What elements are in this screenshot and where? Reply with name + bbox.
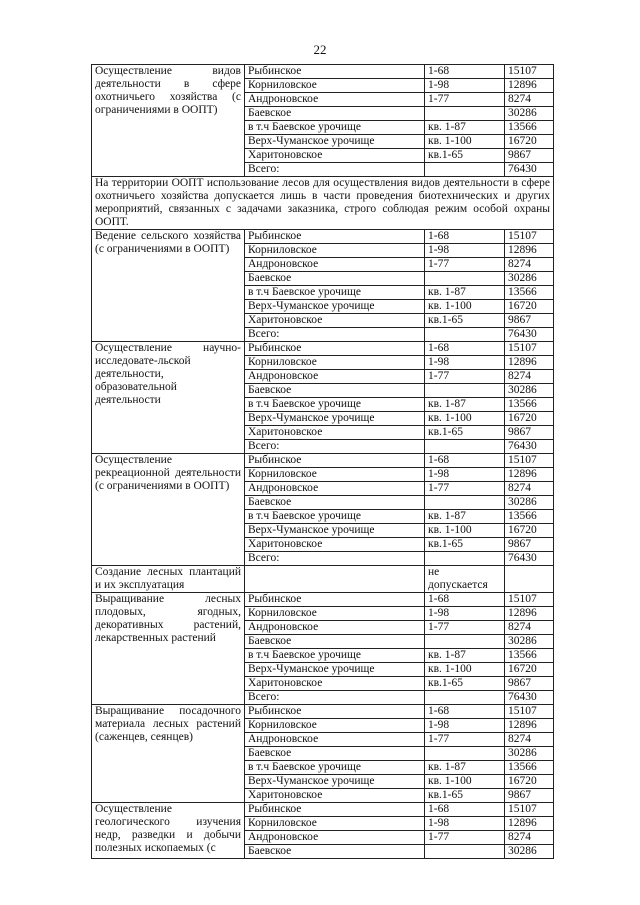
activity-cell: Осуществление геологического изучения недр, разведки и добычи полезных ископаемых (с bbox=[92, 803, 245, 859]
area-cell: 12896 bbox=[505, 356, 554, 370]
forestry-cell: в т.ч Баевское урочище bbox=[245, 121, 425, 135]
area-cell: 13566 bbox=[505, 510, 554, 524]
forestry-cell: Верх-Чуманское урочище bbox=[245, 135, 425, 149]
forestry-cell bbox=[245, 566, 425, 593]
area-cell: 15107 bbox=[505, 454, 554, 468]
area-cell: 30286 bbox=[505, 272, 554, 286]
note-text: На территории ООПТ использование лесов для осуществления видов деятельности в сфере охотничьего хозяйства допускается лишь в части проведения биотехнических и других мероприятий, связанных с задачами заказника, строго соблюдая режим особой охраны ООПТ. bbox=[92, 177, 554, 230]
area-cell: 30286 bbox=[505, 496, 554, 510]
quarters-cell: кв. 1-87 bbox=[425, 510, 505, 524]
forestry-cell: в т.ч Баевское урочище bbox=[245, 761, 425, 775]
page-number: 22 bbox=[313, 42, 327, 57]
forestry-cell: Всего: bbox=[245, 163, 425, 177]
area-cell: 30286 bbox=[505, 845, 554, 859]
area-cell: 9867 bbox=[505, 789, 554, 803]
quarters-cell bbox=[425, 107, 505, 121]
forestry-cell: Верх-Чуманское урочище bbox=[245, 524, 425, 538]
area-cell bbox=[505, 566, 554, 593]
quarters-cell: 1-77 bbox=[425, 831, 505, 845]
area-cell: 76430 bbox=[505, 440, 554, 454]
quarters-cell bbox=[425, 272, 505, 286]
area-cell: 13566 bbox=[505, 649, 554, 663]
area-cell: 16720 bbox=[505, 663, 554, 677]
quarters-cell: кв. 1-100 bbox=[425, 412, 505, 426]
area-cell: 12896 bbox=[505, 817, 554, 831]
forestry-cell: Рыбинское bbox=[245, 803, 425, 817]
area-cell: 16720 bbox=[505, 412, 554, 426]
forestry-cell: Рыбинское bbox=[245, 705, 425, 719]
forestry-cell: Харитоновское bbox=[245, 789, 425, 803]
forestry-cell: в т.ч Баевское урочище bbox=[245, 398, 425, 412]
quarters-cell: 1-77 bbox=[425, 482, 505, 496]
quarters-cell: кв.1-65 bbox=[425, 677, 505, 691]
not-allowed-cell: не допускается bbox=[425, 566, 505, 593]
forestry-cell: Харитоновское bbox=[245, 426, 425, 440]
forestry-cell: Корниловское bbox=[245, 719, 425, 733]
forestry-cell: в т.ч Баевское урочище bbox=[245, 286, 425, 300]
forestry-cell: Баевское bbox=[245, 496, 425, 510]
quarters-cell bbox=[425, 691, 505, 705]
quarters-cell: кв. 1-87 bbox=[425, 761, 505, 775]
area-cell: 8274 bbox=[505, 93, 554, 107]
quarters-cell: 1-68 bbox=[425, 230, 505, 244]
forestry-cell: Баевское bbox=[245, 845, 425, 859]
area-cell: 76430 bbox=[505, 552, 554, 566]
area-cell: 15107 bbox=[505, 803, 554, 817]
area-cell: 16720 bbox=[505, 524, 554, 538]
area-cell: 9867 bbox=[505, 314, 554, 328]
activity-cell: Осуществление рекреационной деятельности (с ограничениями в ООПТ) bbox=[92, 454, 245, 566]
activity-cell: Создание лесных плантаций и их эксплуатация bbox=[92, 566, 245, 593]
area-cell: 30286 bbox=[505, 747, 554, 761]
forestry-cell: Верх-Чуманское урочище bbox=[245, 775, 425, 789]
forestry-cell: Всего: bbox=[245, 691, 425, 705]
forestry-cell: Баевское bbox=[245, 107, 425, 121]
table-row bbox=[92, 342, 554, 356]
forest-use-table bbox=[91, 64, 554, 859]
area-cell: 8274 bbox=[505, 621, 554, 635]
quarters-cell: кв. 1-87 bbox=[425, 286, 505, 300]
area-cell: 15107 bbox=[505, 65, 554, 79]
forestry-cell: Харитоновское bbox=[245, 149, 425, 163]
forestry-cell: Харитоновское bbox=[245, 314, 425, 328]
forestry-cell: Андроновское bbox=[245, 370, 425, 384]
area-cell: 12896 bbox=[505, 79, 554, 93]
forestry-cell: Баевское bbox=[245, 272, 425, 286]
quarters-cell: 1-98 bbox=[425, 244, 505, 258]
quarters-cell: 1-77 bbox=[425, 621, 505, 635]
activity-cell: Ведение сельского хозяйства (с ограничениями в ООПТ) bbox=[92, 230, 245, 342]
forestry-cell: Баевское bbox=[245, 384, 425, 398]
forestry-cell: Рыбинское bbox=[245, 65, 425, 79]
area-cell: 12896 bbox=[505, 607, 554, 621]
quarters-cell bbox=[425, 384, 505, 398]
forestry-cell: Андроновское bbox=[245, 733, 425, 747]
area-cell: 15107 bbox=[505, 705, 554, 719]
forestry-cell: Верх-Чуманское урочище bbox=[245, 300, 425, 314]
area-cell: 8274 bbox=[505, 370, 554, 384]
table-row bbox=[92, 593, 554, 607]
forestry-cell: Рыбинское bbox=[245, 454, 425, 468]
forestry-cell: в т.ч Баевское урочище bbox=[245, 649, 425, 663]
quarters-cell: кв. 1-100 bbox=[425, 663, 505, 677]
note-row bbox=[92, 177, 554, 230]
area-cell: 9867 bbox=[505, 149, 554, 163]
quarters-cell: 1-98 bbox=[425, 468, 505, 482]
quarters-cell: кв. 1-100 bbox=[425, 135, 505, 149]
area-cell: 9867 bbox=[505, 677, 554, 691]
quarters-cell: 1-68 bbox=[425, 342, 505, 356]
area-cell: 9867 bbox=[505, 426, 554, 440]
quarters-cell bbox=[425, 496, 505, 510]
quarters-cell: кв. 1-87 bbox=[425, 121, 505, 135]
forestry-cell: Андроновское bbox=[245, 482, 425, 496]
forestry-cell: Всего: bbox=[245, 440, 425, 454]
quarters-cell: 1-68 bbox=[425, 65, 505, 79]
area-cell: 15107 bbox=[505, 593, 554, 607]
quarters-cell: кв. 1-100 bbox=[425, 300, 505, 314]
area-cell: 16720 bbox=[505, 135, 554, 149]
table-row bbox=[92, 230, 554, 244]
table-row bbox=[92, 705, 554, 719]
forestry-cell: Рыбинское bbox=[245, 230, 425, 244]
forestry-cell: Рыбинское bbox=[245, 593, 425, 607]
quarters-cell: 1-98 bbox=[425, 79, 505, 93]
forestry-cell: Верх-Чуманское урочище bbox=[245, 412, 425, 426]
forestry-cell: Андроновское bbox=[245, 831, 425, 845]
forestry-cell: Андроновское bbox=[245, 621, 425, 635]
forestry-cell: Баевское bbox=[245, 635, 425, 649]
area-cell: 12896 bbox=[505, 468, 554, 482]
forestry-cell: Андроновское bbox=[245, 93, 425, 107]
quarters-cell: кв.1-65 bbox=[425, 426, 505, 440]
quarters-cell: кв. 1-87 bbox=[425, 398, 505, 412]
area-cell: 13566 bbox=[505, 761, 554, 775]
area-cell: 13566 bbox=[505, 286, 554, 300]
area-cell: 30286 bbox=[505, 107, 554, 121]
quarters-cell bbox=[425, 552, 505, 566]
forestry-cell: Корниловское bbox=[245, 79, 425, 93]
quarters-cell: 1-68 bbox=[425, 705, 505, 719]
area-cell: 15107 bbox=[505, 230, 554, 244]
quarters-cell bbox=[425, 440, 505, 454]
forestry-cell: Всего: bbox=[245, 328, 425, 342]
quarters-cell: 1-98 bbox=[425, 817, 505, 831]
area-cell: 15107 bbox=[505, 342, 554, 356]
quarters-cell: 1-68 bbox=[425, 454, 505, 468]
quarters-cell bbox=[425, 328, 505, 342]
activity-cell: Выращивание лесных плодовых, ягодных, декоративных растений, лекарственных растений bbox=[92, 593, 245, 705]
forestry-cell: Харитоновское bbox=[245, 538, 425, 552]
forestry-cell: в т.ч Баевское урочище bbox=[245, 510, 425, 524]
table-row bbox=[92, 566, 554, 593]
forestry-cell: Верх-Чуманское урочище bbox=[245, 663, 425, 677]
quarters-cell: 1-77 bbox=[425, 733, 505, 747]
forestry-cell: Корниловское bbox=[245, 607, 425, 621]
area-cell: 13566 bbox=[505, 121, 554, 135]
quarters-cell: кв.1-65 bbox=[425, 149, 505, 163]
forestry-cell: Корниловское bbox=[245, 468, 425, 482]
area-cell: 8274 bbox=[505, 733, 554, 747]
quarters-cell: 1-77 bbox=[425, 93, 505, 107]
quarters-cell: кв.1-65 bbox=[425, 538, 505, 552]
quarters-cell: 1-98 bbox=[425, 356, 505, 370]
area-cell: 8274 bbox=[505, 831, 554, 845]
quarters-cell: 1-98 bbox=[425, 607, 505, 621]
forestry-cell: Всего: bbox=[245, 552, 425, 566]
forestry-cell: Корниловское bbox=[245, 244, 425, 258]
area-cell: 8274 bbox=[505, 258, 554, 272]
quarters-cell: 1-77 bbox=[425, 370, 505, 384]
forestry-cell: Рыбинское bbox=[245, 342, 425, 356]
area-cell: 76430 bbox=[505, 163, 554, 177]
quarters-cell: кв.1-65 bbox=[425, 314, 505, 328]
table-row bbox=[92, 65, 554, 79]
quarters-cell: кв.1-65 bbox=[425, 789, 505, 803]
area-cell: 13566 bbox=[505, 398, 554, 412]
quarters-cell bbox=[425, 635, 505, 649]
quarters-cell: 1-98 bbox=[425, 719, 505, 733]
forestry-cell: Корниловское bbox=[245, 817, 425, 831]
table-row bbox=[92, 454, 554, 468]
activity-cell: Осуществление видов деятельности в сфере охотничьего хозяйства (с ограничениями в ООПТ) bbox=[92, 65, 245, 177]
quarters-cell: кв. 1-100 bbox=[425, 775, 505, 789]
area-cell: 12896 bbox=[505, 719, 554, 733]
table-body bbox=[92, 65, 554, 859]
area-cell: 12896 bbox=[505, 244, 554, 258]
area-cell: 9867 bbox=[505, 538, 554, 552]
area-cell: 30286 bbox=[505, 635, 554, 649]
quarters-cell bbox=[425, 845, 505, 859]
area-cell: 76430 bbox=[505, 328, 554, 342]
quarters-cell: 1-77 bbox=[425, 258, 505, 272]
area-cell: 76430 bbox=[505, 691, 554, 705]
quarters-cell bbox=[425, 163, 505, 177]
table-row bbox=[92, 803, 554, 817]
area-cell: 16720 bbox=[505, 300, 554, 314]
forestry-cell: Баевское bbox=[245, 747, 425, 761]
forestry-cell: Андроновское bbox=[245, 258, 425, 272]
quarters-cell: кв. 1-87 bbox=[425, 649, 505, 663]
quarters-cell: 1-68 bbox=[425, 803, 505, 817]
quarters-cell bbox=[425, 747, 505, 761]
forestry-cell: Корниловское bbox=[245, 356, 425, 370]
activity-cell: Осуществление научно-исследовате-льской деятельности, образовательной деятельности bbox=[92, 342, 245, 454]
area-cell: 8274 bbox=[505, 482, 554, 496]
activity-cell: Выращивание посадочного материала лесных растений (саженцев, сеянцев) bbox=[92, 705, 245, 803]
forestry-cell: Харитоновское bbox=[245, 677, 425, 691]
area-cell: 16720 bbox=[505, 775, 554, 789]
quarters-cell: 1-68 bbox=[425, 593, 505, 607]
area-cell: 30286 bbox=[505, 384, 554, 398]
quarters-cell: кв. 1-100 bbox=[425, 524, 505, 538]
